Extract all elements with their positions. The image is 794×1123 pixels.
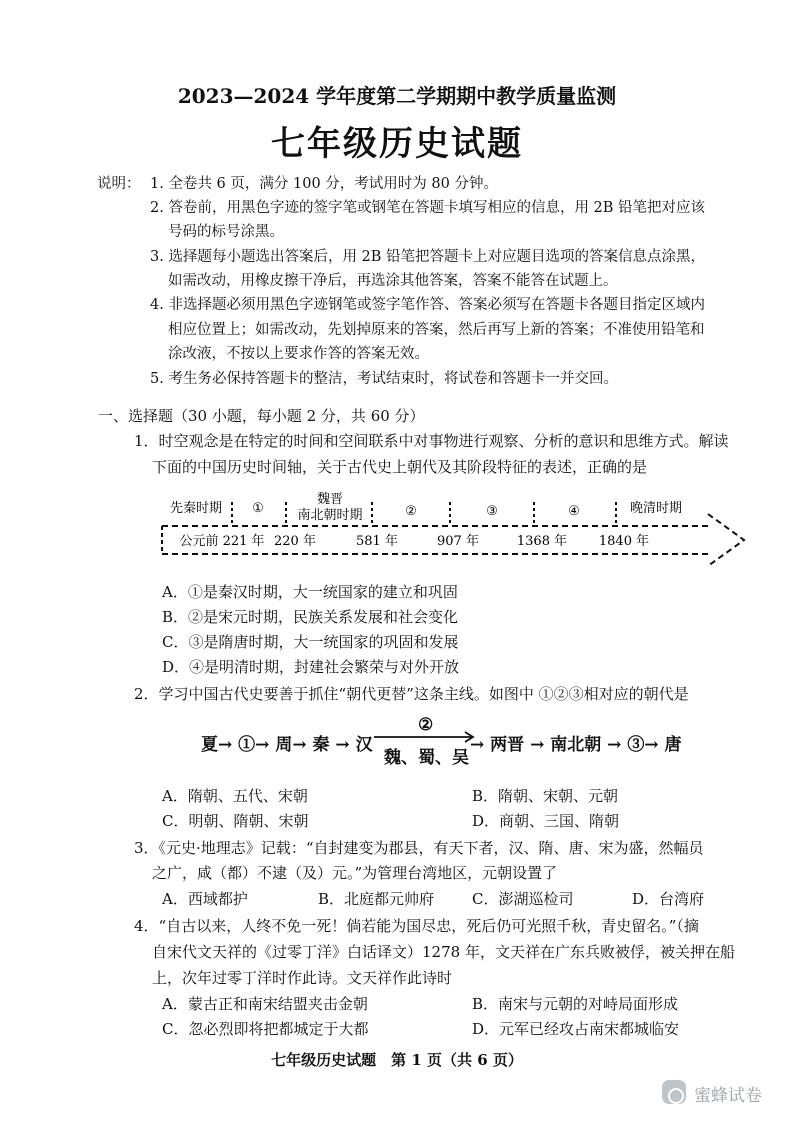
- q1-option-a: A．①是秦汉时期，大一统国家的建立和巩固: [162, 583, 458, 601]
- q1-option-d: D．④是明清时期，封建社会繁荣与对外开放: [162, 658, 460, 676]
- q2-option-b: B．隋朝、宋朝、元朝: [472, 787, 619, 805]
- timeline-date-label: 220 年: [274, 534, 316, 549]
- q2-option-a: A．隋朝、五代、宋朝: [162, 787, 308, 805]
- q4-stem-line: 上，次年过零丁洋时作此诗。文天祥作此诗时: [152, 969, 453, 987]
- dynasty-chain-right: → 两晋 → 南北朝 → ③→ 唐: [470, 735, 682, 755]
- timeline-period-label: 先秦时期: [169, 501, 223, 516]
- timeline-period-label: ②: [405, 504, 417, 519]
- watermark-text: 蜜蜂试卷: [694, 1086, 762, 1106]
- q4-option-c: C．忽必烈即将把都城定于大都: [162, 1020, 369, 1038]
- q1-stem-line: 1．时空观念是在特定的时间和空间联系中对事物进行观察、分析的意识和思维方式。解读: [134, 432, 729, 450]
- timeline-period-label: 魏晋: [316, 492, 344, 507]
- q3-option-d: D．台湾府: [632, 890, 705, 908]
- timeline-date-label: 581 年: [356, 534, 398, 549]
- q3-option-b: B．北庭都元帅府: [318, 890, 435, 908]
- instruction-line: 3. 选择题每小题选出答案后，用 2B 铅笔把答题卡上对应题目选项的答案信息点涂黑，: [150, 249, 706, 265]
- timeline-period-label: ③: [486, 504, 498, 519]
- q4-stem-line: 4．“自古以来，人终不免一死！倘若能为国尽忠，死后仍可光照千秋，青史留名。”（摘: [134, 917, 699, 935]
- instruction-line: 涂改液，不按以上要求作答的答案无效。: [168, 346, 429, 362]
- timeline-period-label: 南北朝时期: [297, 508, 363, 523]
- timeline-date-label: 公元前 221 年: [179, 534, 265, 549]
- timeline-arrow-head: [708, 514, 744, 566]
- q4-stem-line: 自宋代文天祥的《过零丁洋》白话译文）1278 年，文天祥在广东兵败被俘，被关押在船: [152, 943, 735, 961]
- dynasty-split-arrow: [372, 731, 482, 743]
- dynasty-chain-bottom: 魏、蜀、吴: [384, 748, 469, 768]
- watermark-logo: [660, 1076, 778, 1108]
- q4-option-b: B．南宋与元朝的对峙局面形成: [472, 995, 679, 1013]
- q4-option-a: A．蒙古正和南宋结盟夹击金朝: [162, 995, 368, 1013]
- q-badge-icon: [662, 1080, 686, 1104]
- timeline-diagram: [150, 490, 750, 570]
- q4-option-d: D．元军已经攻占南宋都城临安: [472, 1020, 680, 1038]
- q2-option-d: D．商朝、三国、隋朝: [472, 812, 620, 830]
- q3-option-a: A．西域都护: [162, 890, 248, 908]
- dynasty-chain-left: 夏→ ①→ 周→ 秦 → 汉: [201, 735, 373, 755]
- subject-title: 七年级历史试题: [271, 124, 523, 164]
- timeline-period-label: ①: [252, 501, 264, 516]
- q3-stem-line: 3．《元史·地理志》记载：“自封建变为郡县，有天下者，汉、隋、唐、宋为盛，然幅员: [134, 839, 704, 857]
- q3-stem-line: 之广，咸（都）不逮（及）元。”为管理台湾地区，元朝设置了: [152, 864, 558, 882]
- q3-option-c: C．澎湖巡检司: [472, 890, 574, 908]
- instruction-line: 1. 全卷共 6 页，满分 100 分，考试用时为 80 分钟。: [150, 176, 498, 192]
- exam-title: 2023—2024 学年度第二学期期中教学质量监测: [177, 84, 617, 108]
- timeline-period-label: 晚清时期: [629, 501, 683, 516]
- timeline-period-label: ④: [568, 504, 580, 519]
- q1-option-b: B．②是宋元时期，民族关系发展和社会变化: [162, 608, 459, 626]
- timeline-date-label: 1840 年: [598, 534, 650, 549]
- instruction-line: 2. 答卷前，用黑色字迹的签字笔或钢笔在答题卡填写相应的信息，用 2B 铅笔把对应该: [150, 200, 706, 216]
- dynasty-chain-top: ②: [418, 715, 434, 735]
- timeline-date-label: 1368 年: [516, 534, 568, 549]
- instructions-label: 说明：: [97, 176, 141, 192]
- q1-option-c: C．③是隋唐时期，大一统国家的巩固和发展: [162, 633, 459, 651]
- section-heading: 一、选择题（30 小题，每小题 2 分，共 60 分）: [98, 407, 425, 425]
- instruction-line: 相应位置上；如需改动，先划掉原来的答案，然后再写上新的答案；不准使用铅笔和: [168, 322, 705, 338]
- q2-stem-line: 2．学习中国古代史要善于抓住“朝代更替”这条主线。如图中 ①②③相对应的朝代是: [134, 685, 689, 703]
- instruction-line: 号码的标号涂黑。: [168, 224, 284, 240]
- page-footer: 七年级历史试题 第 1 页（共 6 页）: [271, 1051, 523, 1069]
- instruction-line: 4. 非选择题必须用黑色字迹钢笔或签字笔作答、答案必须写在答题卡各题目指定区域内: [150, 297, 705, 313]
- instruction-line: 5. 考生务必保持答题卡的整洁，考试结束时，将试卷和答题卡一并交回。: [150, 371, 618, 387]
- q2-option-c: C．明朝、隋朝、宋朝: [162, 812, 309, 830]
- q1-stem-line: 下面的中国历史时间轴，关于古代史上朝代及其阶段特征的表述，正确的是: [152, 458, 648, 476]
- instruction-line: 如需改动，用橡皮擦干净后，再选涂其他答案，答案不能答在试题上。: [168, 273, 618, 289]
- timeline-date-label: 907 年: [437, 534, 479, 549]
